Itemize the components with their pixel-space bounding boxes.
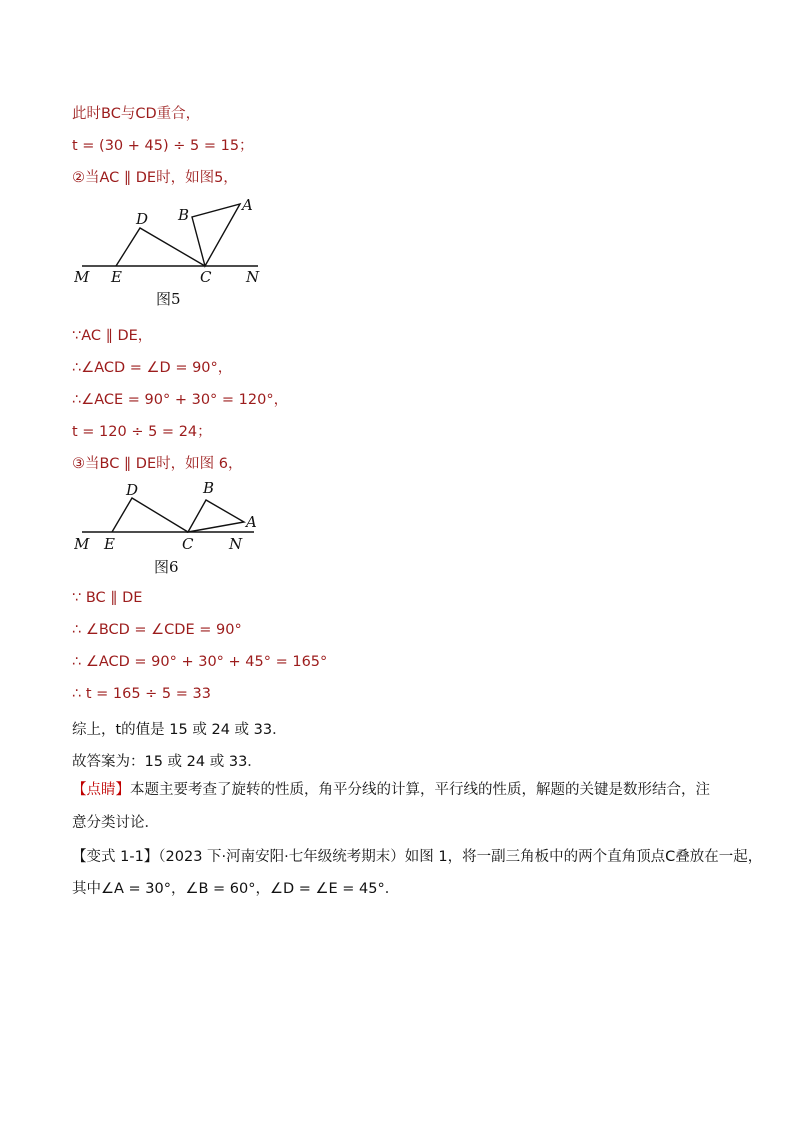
fig6-label-M: M <box>74 535 90 553</box>
text-line-7: t = 120 ÷ 5 = 24； <box>72 424 212 440</box>
text-line-12: ∴ t = 165 ÷ 5 = 33 <box>72 686 211 702</box>
text-line-4: ∵AC ∥ DE， <box>72 328 153 344</box>
text-line-9: ∵ BC ∥ DE <box>72 590 143 606</box>
fig5-label-E: E <box>111 268 122 286</box>
fig6-label-N: N <box>229 535 243 553</box>
figure-5-caption: 图5 <box>156 290 181 308</box>
text-line-8: ③当BC ∥ DE时，如图 6， <box>72 456 243 472</box>
text-line-last: 其中∠A = 30°，∠B = 60°，∠D = ∠E = 45°． <box>72 881 400 897</box>
figure-6-caption: 图6 <box>154 558 179 576</box>
figure-5 <box>74 192 274 292</box>
fig6-label-C: C <box>182 535 194 553</box>
fig6-label-B: B <box>203 479 215 497</box>
text-line-3: ②当AC ∥ DE时，如图5， <box>72 170 238 186</box>
fig5-label-A: A <box>242 196 253 214</box>
fig5-label-M: M <box>74 268 90 286</box>
dianjing-tag: 【点睛】 <box>72 782 130 798</box>
fig6-label-D: D <box>126 481 139 499</box>
text-line-5: ∴∠ACD = ∠D = 90°， <box>72 360 233 376</box>
fig5-label-B: B <box>178 206 190 224</box>
text-line-2: t = (30 + 45) ÷ 5 = 15； <box>72 138 254 154</box>
text-line-11: ∴ ∠ACD = 90° + 30° + 45° = 165° <box>72 654 328 670</box>
dianjing-text: 本题主要考查了旋转的性质，角平分线的计算，平行线的性质，解题的关键是数形结合，注意分类讨论． <box>72 782 710 831</box>
text-line-10: ∴ ∠BCD = ∠CDE = 90° <box>72 622 242 638</box>
text-line-13: 综上，t的值是 15 或 24 或 33． <box>72 722 287 738</box>
bianshi-text: （2023 下·河南安阳·七年级统考期末）如图 1，将一副三角板中的两个直角顶点C叠放在一起， <box>158 849 763 865</box>
text-line-6: ∴∠ACE = 90° + 30° = 120°， <box>72 392 289 408</box>
fig5-label-C: C <box>200 268 212 286</box>
fig6-label-E: E <box>104 535 115 553</box>
text-line-1: 此时BC与CD重合， <box>72 106 201 122</box>
bianshi-line <box>72 845 762 866</box>
bianshi-tag: 【变式 1-1】 <box>72 849 159 865</box>
fig5-label-N: N <box>246 268 260 286</box>
text-line-14: 故答案为：15 或 24 或 33． <box>72 754 262 770</box>
fig5-label-D: D <box>136 210 149 228</box>
dianjing-paragraph <box>72 774 722 840</box>
fig6-label-A: A <box>246 513 257 531</box>
figure-6 <box>74 478 274 558</box>
